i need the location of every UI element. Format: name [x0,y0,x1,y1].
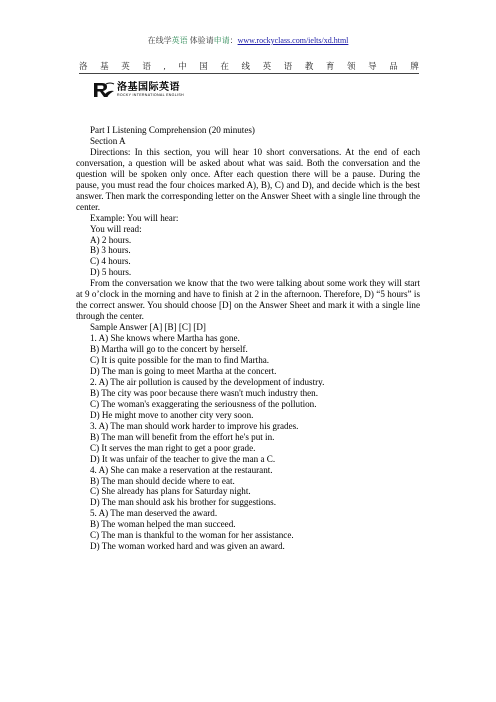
slogan-char: 在 [220,61,229,71]
slogan-char: 语 [283,61,293,71]
rocky-logo-icon [93,81,115,99]
example-option: B) 3 hours. [90,245,131,256]
rocky-logo-text [117,82,184,98]
question-option: C) It serves the man right to get a poor grade. [90,442,256,453]
logo-english-text: ROCKY INTERNATIONAL ENGLISH [117,93,184,97]
question-option: C) It is quite possible for the man to find Martha. [90,355,270,366]
section-title: Section A [90,135,126,146]
slogan-char: 国 [199,61,208,71]
question-option: 5. A) The man deserved the award. [90,508,218,519]
question-option: B) The man will benefit from the effort he's put in. [90,431,275,442]
header-middle: 体验请 [187,36,214,45]
header-green-english: 英语 [171,36,188,45]
slogan-char: 基 [100,61,109,71]
header-promo [0,36,496,46]
slogan-char: 牌 [410,61,419,71]
slogan-char: 教 [304,61,314,71]
question-option: D) The woman worked hard and was given an award. [90,541,285,552]
question-option: B) The woman helped the man succeed. [90,519,236,530]
part-title: Part I Listening Comprehension (20 minutes) [90,125,255,135]
you-will-read: You will read: [90,223,142,234]
slogan-char: 领 [347,61,356,71]
question-option: B) Martha will go to the concert by herself. [90,344,248,355]
slogan-char: 导 [368,61,377,71]
question-option: D) It was unfair of the teacher to give the man a C. [90,453,276,464]
slogan-char: 品 [389,61,398,71]
example-option: A) 2 hours. [90,234,132,245]
example-option: D) 5 hours. [90,267,132,278]
question-option: D) The man should ask his brother for suggestions. [90,497,276,508]
question-option: 1. A) She knows where Martha has gone. [90,333,240,344]
header-divider [79,73,419,74]
logo-chinese-text: 洛基国际英语 [117,82,180,93]
slogan-char: 英 [262,61,272,71]
question-option: D) He might move to another city very soon. [90,409,254,420]
slogan-char: 洛 [79,61,88,71]
question-option: 2. A) The air pollution is caused by the development of industry. [90,376,325,387]
question-option: 4. A) She can make a reservation at the restaurant. [90,464,273,475]
directions-paragraph: Directions: In this section, you will hear 10 short conversations. At the end of each conversation, a question will be asked about what was said. Both the conversation and the question will be spoken only once. After each question there will be a pause. During the pause, you must read the four choices marked A), B), C) and D), and decide which is the best answer. Then mark the corresponding letter on the Answer Sheet with a single line through the center. [76,146,420,212]
slogan-char: 中 [178,61,187,71]
rocky-logo [93,80,189,100]
sample-answer: Sample Answer [A] [B] [C] [D] [90,322,206,333]
slogan-char: 育 [325,61,335,71]
slogan-char: , [163,61,166,71]
question-option: C) The woman's exaggerating the seriousness of the pollution. [90,398,317,409]
header-link[interactable]: www.rockyclass.com/ielts/xd.html [237,36,349,45]
question-option: D) The man is going to meet Martha at the concert. [90,365,277,376]
question-option: B) The man should decide where to eat. [90,475,235,486]
question-option: C) She already has plans for Saturday night. [90,486,251,497]
question-option: C) The man is thankful to the woman for her assistance. [90,530,294,541]
header-green-apply: 申请 [213,36,230,45]
slogan-char: 语 [142,61,151,71]
header-slogan [79,61,419,72]
header-colon: ： [229,36,238,45]
example-hear: Example: You will hear: [90,212,179,223]
explanation-paragraph: From the conversation we know that the two were talking about some work they will start at 9 o’clock in the morning and have to finish at 2 in the afternoon. Therefore, D) “5 hours” is the correct answer. You should choose [D] on the Answer Sheet and mark it with a single line through the center. [76,278,420,322]
document-body [76,125,420,552]
slogan-char: 线 [241,61,250,71]
slogan-char: 英 [121,61,130,71]
question-option: B) The city was poor because there wasn't much industry then. [90,387,318,398]
example-option: C) 4 hours. [90,256,131,267]
question-option: 3. A) The man should work harder to improve his grades. [90,420,299,431]
header-prefix: 在线学 [147,36,172,45]
